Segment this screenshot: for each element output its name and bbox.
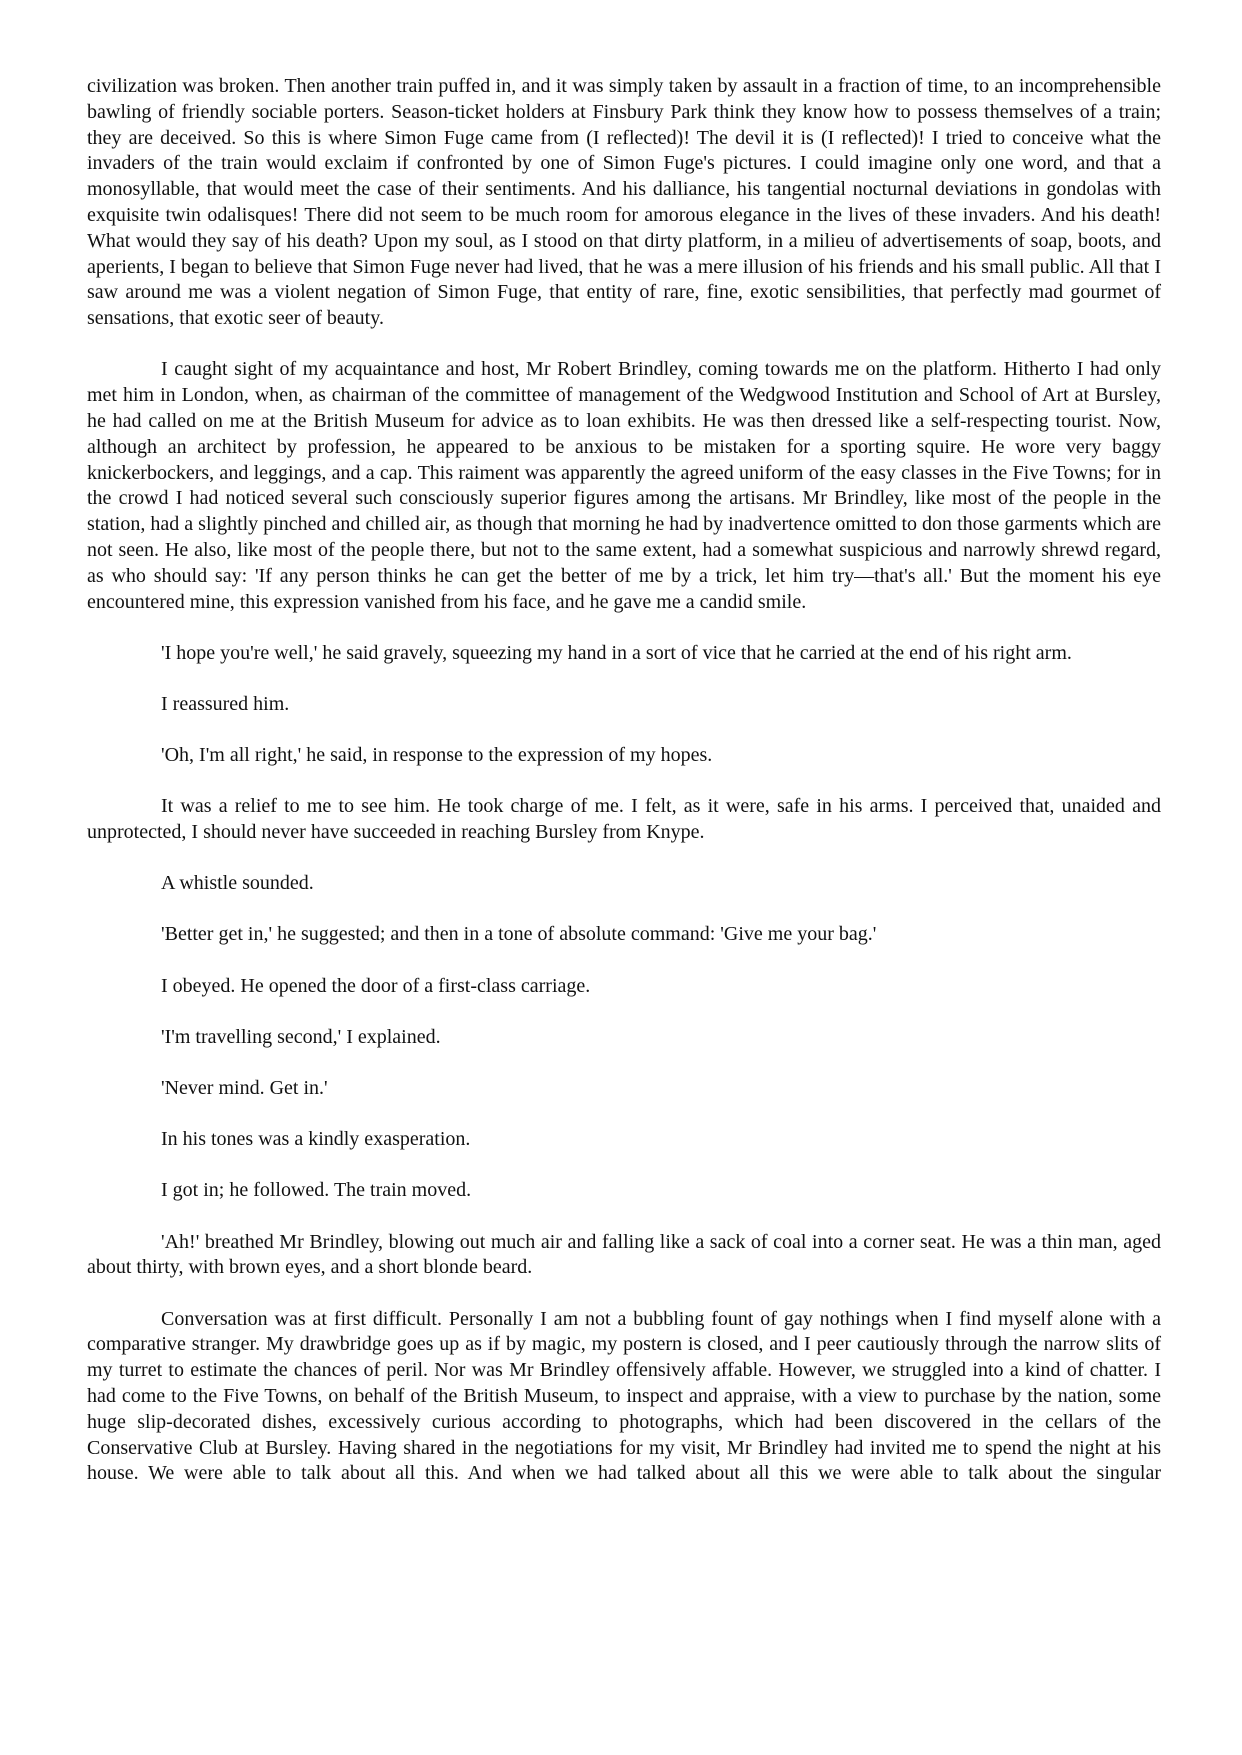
paragraph-7: A whistle sounded. [161, 872, 314, 895]
paragraph-2: I caught sight of my acquaintance and host, Mr Robert Brindley, coming towards me on the platform. Hitherto I had only met him in London, when, as chairman of the committee of management of the Wedgwood Institution and School of Art at Bursley, he had called on me at the British Museum for advice as to loan exhibits. He was then dressed like a self-respecting tourist. Now, although an architect by profession, he appeared to be anxious to be mistaken for a sporting squire. He wore very baggy knickerbockers, and leggings, and a cap. This raiment was apparently the agreed uniform of the easy classes in the Five Towns; for in the crowd I had noticed several such consciously superior figures among the artisans. Mr Brindley, like most of the people in the station, had a slightly pinched and chilled air, as though that morning he had by inadvertence omitted to don those garments which are not seen. He also, like most of the people there, but not to the same extent, had a somewhat suspicious and narrowly shrewd regard, as who should say: 'If any person thinks he can get the better of me by a trick, let him try—that's all.' But the moment his eye encountered mine, this expression vanished from his face, and he gave me a candid smile. [87, 358, 1161, 613]
paragraph-15: Conversation was at first difficult. Personally I am not a bubbling fount of gay nothings when I find myself alone with a comparative stranger. My drawbridge goes up as if by magic, my postern is closed, and I peer cautiously through the narrow slits of my turret to estimate the chances of peril. Nor was Mr Brindley offensively affable. However, we struggled into a kind of chatter. I had come to the Five Towns, on behalf of the British Museum, to inspect and appraise, with a view to purchase by the nation, some huge slip-decorated dishes, excessively curious according to photographs, which had been discovered in the cellars of the Conservative Club at Bursley. Having shared in the negotiations for my visit, Mr Brindley had invited me to spend the night at his house. We were able to talk about all this. And when we had talked about all this we were able to talk about the singular [87, 1307, 1161, 1485]
paragraph-5: 'Oh, I'm all right,' he said, in response to the expression of my hopes. [161, 744, 713, 767]
paragraph-10: 'I'm travelling second,' I explained. [161, 1025, 441, 1048]
paragraph-6: It was a relief to me to see him. He took charge of me. I felt, as it were, safe in his arms. I perceived that, unaided and unprotected, I should never have succeeded in reaching Bursley from Knype. [87, 795, 1161, 844]
paragraph-13: I got in; he followed. The train moved. [161, 1179, 472, 1202]
paragraph-9: I obeyed. He opened the door of a first-class carriage. [161, 974, 591, 997]
paragraph-14: 'Ah!' breathed Mr Brindley, blowing out much air and falling like a sack of coal into a corner seat. He was a thin man, aged about thirty, with brown eyes, and a short blonde beard. [87, 1230, 1161, 1279]
paragraph-1: civilization was broken. Then another train puffed in, and it was simply taken by assault in a fraction of time, to an incomprehensible bawling of friendly sociable porters. Season-ticket holders at Finsbury Park think they know how to possess themselves of a train; they are deceived. So this is where Simon Fuge came from (I reflected)! The devil it is (I reflected)! I tried to conceive what the invaders of the train would exclaim if confronted by one of Simon Fuge's pictures. I could imagine only one word, and that a monosyllable, that would meet the case of their sentiments. And his dalliance, his tangential nocturnal deviations in gondolas with exquisite twin odalisques! There did not seem to be much room for amorous elegance in the lives of these invaders. And his death! What would they say of his death? Upon my soul, as I stood on that dirty platform, in a milieu of advertisements of soap, boots, and aperients, I began to believe that Simon Fuge never had lived, that he was a mere illusion of his friends and his small public. All that I saw around me was a violent negation of Simon Fuge, that entity of rare, fine, exotic sensibilities, that perfectly mad gourmet of sensations, that exotic seer of beauty. [87, 75, 1161, 330]
paragraph-8: 'Better get in,' he suggested; and then in a tone of absolute command: 'Give me your bag.' [161, 923, 877, 946]
paragraph-3: 'I hope you're well,' he said gravely, squeezing my hand in a sort of vice that he carried at the end of his right arm. [161, 641, 1072, 664]
paragraph-11: 'Never mind. Get in.' [161, 1077, 328, 1100]
paragraph-12: In his tones was a kindly exasperation. [161, 1128, 471, 1151]
document-page [87, 74, 1161, 1487]
paragraph-4: I reassured him. [161, 692, 290, 715]
